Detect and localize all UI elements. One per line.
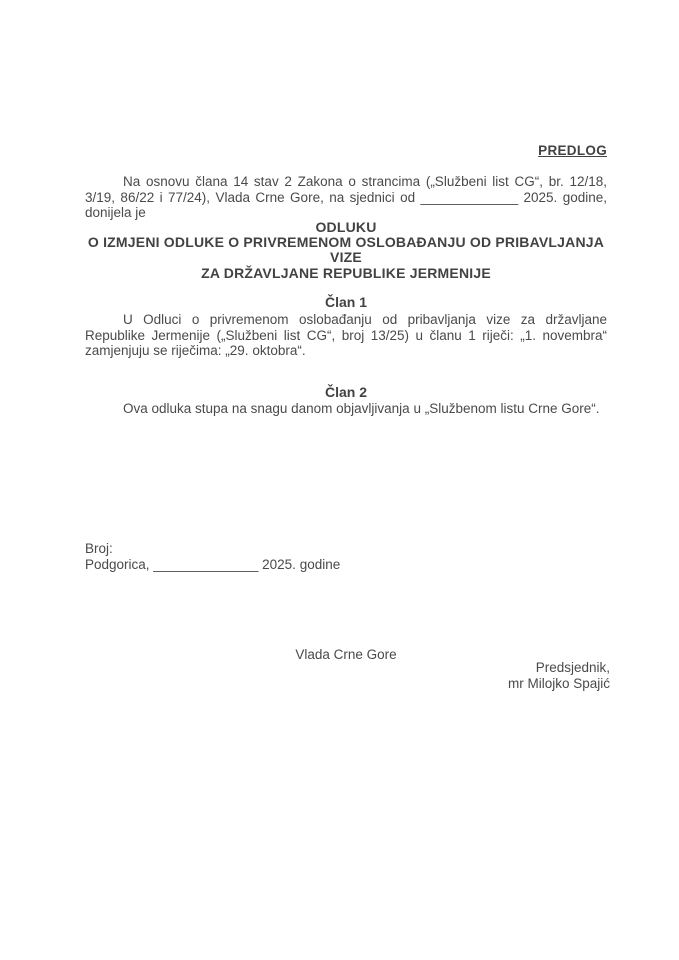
decision-title-line2: O IZMJENI ODLUKE O PRIVREMENOM OSLOBAĐANJU OD PRIBAVLJANJA VIZE [87,234,605,266]
signature-block [508,660,610,691]
signer-role: Predsjednik, [535,660,610,675]
number-label: Broj: [85,541,113,556]
issuer-line: Vlada Crne Gore [295,647,397,662]
article-1-body: U Odluci o privremenom oslobađanju od pribavljanja vize za državljane Republike Jermenije („Službeni list CG“, broj 13/25) u članu 1 riječi: „1. novembra“ zamjenjuju se riječima: „29. oktobra“. [85,312,607,359]
number-place-block [85,541,607,572]
article-1-heading: Član 1 [324,294,367,310]
document-label: PREDLOG [538,143,607,158]
article-2-body: Ova odluka stupa na snagu danom objavljivanja u „Službenom listu Crne Gore“. [123,401,600,416]
place-date-line: Podgorica, ______________ 2025. godine [85,556,341,572]
signer-name: mr Milojko Spajić [507,675,610,691]
decision-title-kind: ODLUKU [315,219,377,235]
decision-title [85,220,607,281]
article-2-heading: Član 2 [324,384,367,400]
intro-paragraph: Na osnovu člana 14 stav 2 Zakona o strancima („Službeni list CG“, br. 12/18, 3/19, 86/22 i 77/24), Vlada Crne Gore, na sjednici od _____________ 2025. godine, donijela je [85,174,607,221]
decision-title-line3: ZA DRŽAVLJANE REPUBLIKE JERMENIJE [201,264,491,281]
